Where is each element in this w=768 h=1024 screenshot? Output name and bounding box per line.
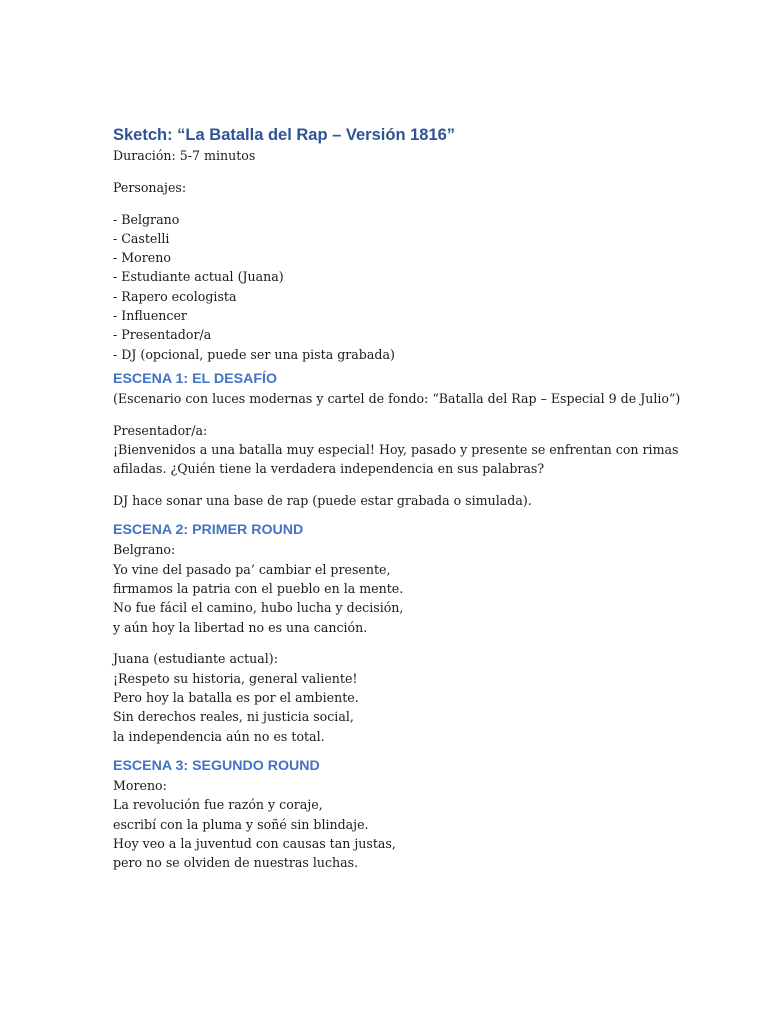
verse-line: pero no se olviden de nuestras luchas. — [113, 855, 359, 871]
scene2-heading: ESCENA 2: PRIMER ROUND — [113, 522, 304, 539]
scene1-dj-note: DJ hace sonar una base de rap (puede estar grabada o simulada). — [113, 493, 532, 509]
verse-line: firmamos la patria con el pueblo en la mente. — [113, 581, 404, 597]
scene1-line: afiladas. ¿Quién tiene la verdadera independencia en sus palabras? — [113, 461, 545, 477]
verse-line: No fue fácil el camino, hubo lucha y decisión, — [113, 600, 404, 616]
verse-line: escribí con la pluma y soñé sin blindaje. — [113, 816, 369, 832]
character-item: - Belgrano — [113, 211, 180, 227]
scene1-speaker: Presentador/a: — [113, 422, 208, 438]
character-item: - Moreno — [113, 250, 171, 266]
character-item: - Presentador/a — [113, 327, 212, 343]
verse-speaker: Juana (estudiante actual): — [113, 651, 278, 667]
document-title: Sketch: “La Batalla del Rap – Versión 1816” — [113, 126, 456, 144]
character-item: - Castelli — [113, 230, 170, 246]
verse-line: Hoy veo a la juventud con causas tan justas, — [113, 835, 396, 851]
scene1-stage-direction: (Escenario con luces modernas y cartel de fondo: “Batalla del Rap – Especial 9 de Julio”) — [113, 390, 681, 406]
verse-line: la independencia aún no es total. — [113, 728, 325, 744]
characters-label: Personajes: — [113, 179, 187, 195]
verse-speaker: Moreno: — [113, 777, 167, 793]
verse-line: ¡Respeto su historia, general valiente! — [113, 670, 358, 686]
verse-line: La revolución fue razón y coraje, — [113, 797, 323, 813]
verse-line: Sin derechos reales, ni justicia social, — [113, 709, 354, 725]
character-item: - Influencer — [113, 308, 187, 324]
duration-text: Duración: 5-7 minutos — [113, 148, 256, 163]
verse-line: y aún hoy la libertad no es una canción. — [113, 619, 368, 635]
scene3-heading: ESCENA 3: SEGUNDO ROUND — [113, 757, 320, 774]
character-item: - Estudiante actual (Juana) — [113, 269, 284, 285]
verse-line: Pero hoy la batalla es por el ambiente. — [113, 690, 359, 706]
character-item: - DJ (opcional, puede ser una pista grabada) — [113, 346, 395, 362]
verse-speaker: Belgrano: — [113, 542, 176, 558]
scene1-line: ¡Bienvenidos a una batalla muy especial! Hoy, pasado y presente se enfrentan con rimas — [113, 442, 679, 458]
characters-list — [113, 210, 673, 364]
verse-line: Yo vine del pasado pa’ cambiar el presente, — [113, 561, 391, 577]
scene1-heading: ESCENA 1: EL DESAFÍO — [113, 370, 277, 387]
document-body — [113, 124, 681, 872]
character-item: - Rapero ecologista — [113, 288, 237, 304]
